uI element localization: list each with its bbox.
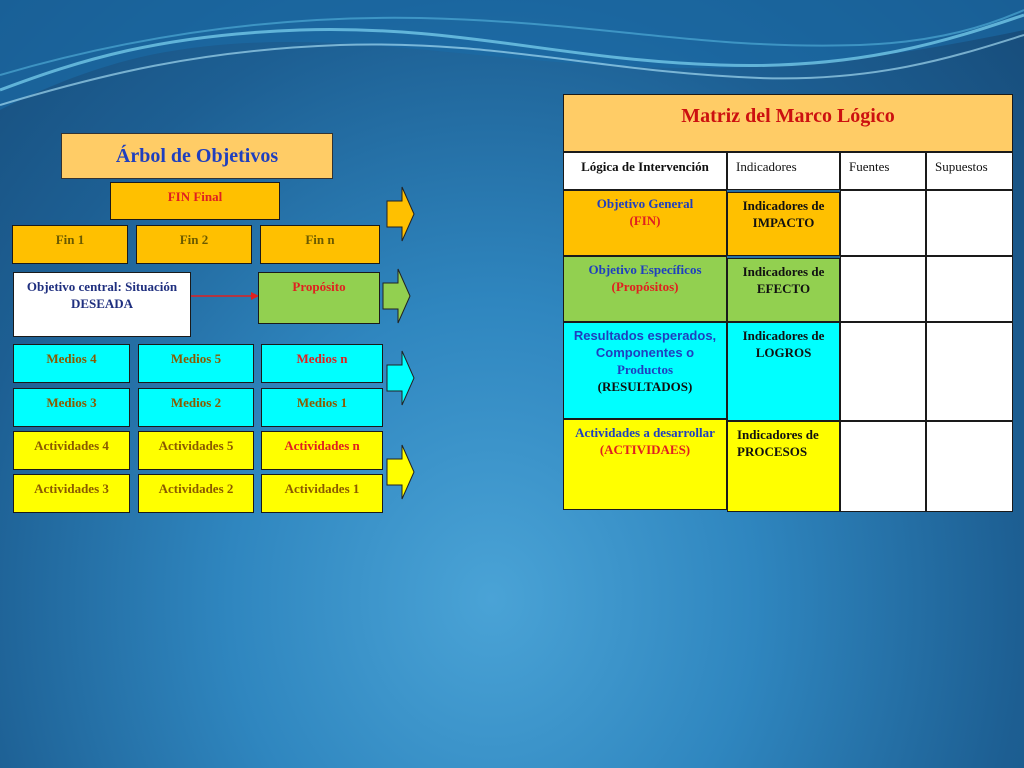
actividades-2-box: Actividades 2 [138, 474, 254, 513]
fin-1-box: Fin 1 [12, 225, 128, 264]
fin-2-box: Fin 2 [136, 225, 252, 264]
arrow-right-icon [386, 186, 416, 242]
actividades-4-box: Actividades 4 [13, 431, 130, 470]
resultados-label: Resultados esperados, Componentes o [573, 328, 717, 360]
supuestos-cell [926, 256, 1013, 322]
medios-3-box: Medios 3 [13, 388, 130, 427]
arrow-right-icon [386, 444, 416, 500]
objetivo-especificos-label: Objetivo Específicos [588, 262, 702, 277]
actividades-5-box: Actividades 5 [138, 431, 254, 470]
propositos-label: (Propósitos) [611, 278, 679, 294]
productos-label: Productos [616, 361, 674, 377]
indicadores-efecto: Indicadores de EFECTO [727, 258, 840, 322]
header-indicadores: Indicadores [727, 152, 840, 190]
matriz-title: Matriz del Marco Lógico [563, 94, 1013, 152]
actividades-n-box: Actividades n [261, 431, 383, 470]
arbol-title: Árbol de Objetivos [61, 133, 333, 179]
actividades-tag: (ACTIVIDAES) [599, 441, 691, 457]
objetivo-general-label: Objetivo General [596, 196, 694, 211]
supuestos-cell [926, 421, 1013, 512]
header-fuentes: Fuentes [840, 152, 926, 190]
logica-resultados [563, 322, 727, 419]
fuentes-cell [840, 256, 926, 322]
connector-arrow [191, 290, 259, 302]
medios-1-box: Medios 1 [261, 388, 383, 427]
objetivo-central-box: Objetivo central: Situación DESEADA [13, 272, 191, 337]
indicadores-impacto: Indicadores de IMPACTO [727, 192, 840, 256]
resultados-tag: (RESULTADOS) [597, 378, 693, 394]
proposito-box: Propósito [258, 272, 380, 324]
supuestos-cell [926, 190, 1013, 256]
indicadores-logros: Indicadores de LOGROS [727, 322, 840, 421]
fuentes-cell [840, 421, 926, 512]
fin-final-box: FIN Final [110, 182, 280, 220]
medios-4-box: Medios 4 [13, 344, 130, 383]
fin-label: (FIN) [629, 212, 661, 228]
fin-n-box: Fin n [260, 225, 380, 264]
actividades-label: Actividades a desarrollar [575, 425, 715, 440]
fuentes-cell [840, 190, 926, 256]
medios-n-box: Medios n [261, 344, 383, 383]
actividades-1-box: Actividades 1 [261, 474, 383, 513]
supuestos-cell [926, 322, 1013, 421]
actividades-3-box: Actividades 3 [13, 474, 130, 513]
arrow-right-icon [386, 350, 416, 406]
header-logica: Lógica de Intervención [563, 152, 727, 190]
header-supuestos: Supuestos [926, 152, 1013, 190]
medios-5-box: Medios 5 [138, 344, 254, 383]
logica-actividades [563, 419, 727, 510]
medios-2-box: Medios 2 [138, 388, 254, 427]
logica-objetivo-especificos [563, 256, 727, 322]
logica-objetivo-general [563, 190, 727, 256]
arrow-right-icon [382, 268, 412, 324]
fuentes-cell [840, 322, 926, 421]
indicadores-procesos: Indicadores de PROCESOS [727, 421, 840, 512]
